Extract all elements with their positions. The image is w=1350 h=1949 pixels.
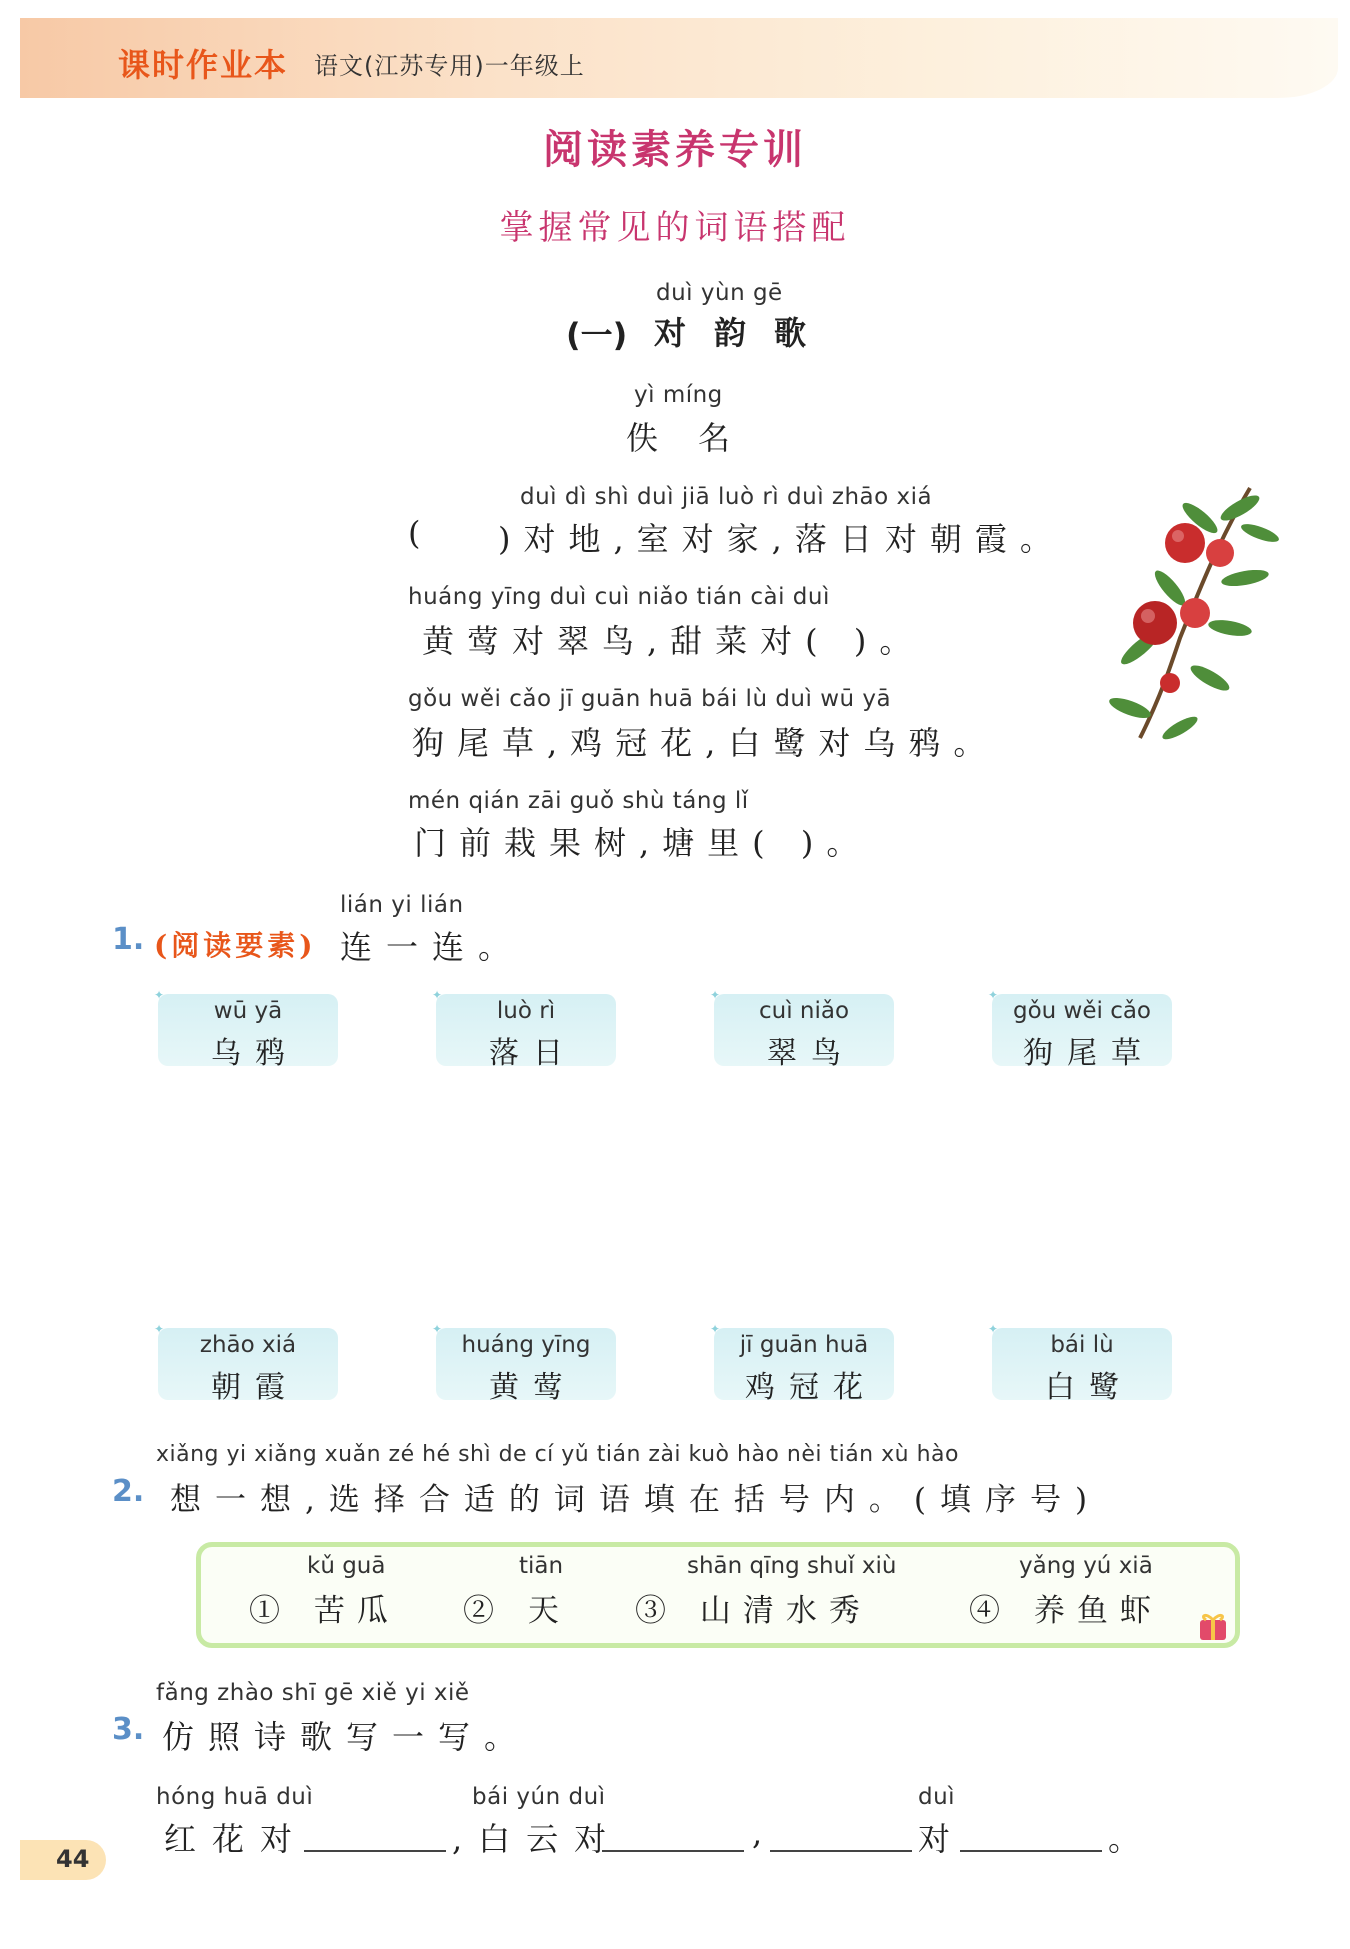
poem-line-3-text: 狗尾草,鸡冠花,白鹭对乌鸦。 xyxy=(412,724,999,762)
match-word-bottom-2[interactable] xyxy=(432,1322,616,1405)
answer-blank-4[interactable] xyxy=(960,1820,1102,1852)
page-title: 阅读素养专训 xyxy=(543,127,807,173)
q3-comma: , xyxy=(752,1814,763,1852)
match-word-bottom-1[interactable] xyxy=(154,1322,338,1405)
option-2-pinyin: tiān xyxy=(519,1553,564,1579)
sparkle-icon: ✦ xyxy=(710,988,721,1002)
q2-instruction: 想一想,选择合适的词语填在括号内。(填序号) xyxy=(170,1482,1102,1518)
q1-pinyin: lián yi lián xyxy=(340,892,464,918)
option-3-pinyin: shān qīng shuǐ xiù xyxy=(687,1553,897,1579)
match-word-text: 黄莺 xyxy=(489,1370,577,1405)
match-word-text: 落日 xyxy=(489,1036,577,1071)
poem-line-1-text: )对地,室对家,落日对朝霞。 xyxy=(498,520,1065,558)
word-options-box xyxy=(196,1542,1240,1648)
q1-label: (阅读要素) xyxy=(154,929,317,962)
poem-line-1-open: ( xyxy=(408,514,423,552)
option-1-pinyin: kǔ guā xyxy=(307,1553,386,1579)
poem-line-1-pinyin: duì dì shì duì jiā luò rì duì zhāo xiá xyxy=(520,484,933,510)
poem-title-pinyin: duì yùn gē xyxy=(656,280,783,306)
sparkle-icon: ✦ xyxy=(154,988,165,1002)
match-word-top-1[interactable] xyxy=(154,988,338,1071)
pomegranate-illustration xyxy=(1100,478,1280,758)
poem-title-number: (一) xyxy=(566,316,628,354)
match-word-top-3[interactable] xyxy=(710,988,894,1071)
match-word-pinyin: luò rì xyxy=(496,998,556,1024)
option-4: ④ 养鱼虾 xyxy=(969,1593,1163,1629)
sparkle-icon: ✦ xyxy=(432,988,443,1002)
poem-line-2-pinyin: huáng yīng duì cuì niǎo tián cài duì xyxy=(408,584,830,610)
poem-line-4-pinyin: mén qián zāi guǒ shù táng lǐ xyxy=(408,788,749,814)
author-name: 佚名 xyxy=(626,419,771,457)
q2-number: 2. xyxy=(112,1474,145,1509)
sparkle-icon: ✦ xyxy=(432,1322,443,1336)
option-2: ② 天 xyxy=(463,1593,571,1629)
page-subtitle: 掌握常见的词语搭配 xyxy=(499,208,851,248)
poem-line-3-pinyin: gǒu wěi cǎo jī guān huā bái lù duì wū yā xyxy=(408,686,892,712)
option-1: ① 苦瓜 xyxy=(249,1593,400,1629)
match-word-pinyin: cuì niǎo xyxy=(758,998,850,1024)
match-word-pinyin: bái lù xyxy=(1050,1332,1114,1358)
answer-blank-3[interactable] xyxy=(770,1820,912,1852)
match-word-text: 鸡冠花 xyxy=(745,1370,877,1405)
match-word-pinyin: wū yā xyxy=(213,998,283,1024)
q3-item-c-pinyin: duì xyxy=(918,1784,956,1810)
match-word-top-4[interactable] xyxy=(988,988,1172,1071)
option-4-pinyin: yǎng yú xiā xyxy=(1019,1553,1153,1579)
sparkle-icon: ✦ xyxy=(988,988,999,1002)
sparkle-icon: ✦ xyxy=(710,1322,721,1336)
q3-pinyin: fǎng zhào shī gē xiě yi xiě xyxy=(156,1680,470,1706)
match-word-bottom-3[interactable] xyxy=(710,1322,894,1405)
q1-instruction: 连一连。 xyxy=(340,928,525,966)
match-word-text: 狗尾草 xyxy=(1023,1036,1155,1071)
match-word-bottom-4[interactable] xyxy=(988,1322,1172,1405)
match-word-text: 翠鸟 xyxy=(767,1036,855,1071)
q3-item-b-text: ,白云对 xyxy=(452,1820,623,1858)
q3-item-a-text: 红花对 xyxy=(164,1820,309,1858)
answer-blank-2[interactable] xyxy=(602,1820,744,1852)
match-word-pinyin: gǒu wěi cǎo xyxy=(1012,998,1152,1024)
poem-title: 对韵歌 xyxy=(654,314,835,352)
match-word-text: 白鹭 xyxy=(1045,1370,1133,1405)
brand-logo: 课时作业本 xyxy=(118,46,289,84)
match-word-top-2[interactable] xyxy=(432,988,616,1071)
q3-period: 。 xyxy=(1108,1820,1141,1858)
book-title: 语文(江苏专用)一年级上 xyxy=(314,52,585,80)
answer-blank-1[interactable] xyxy=(304,1820,446,1852)
q1-number: 1. xyxy=(112,922,145,957)
gift-icon xyxy=(1196,1610,1232,1644)
match-word-text: 朝霞 xyxy=(211,1370,299,1405)
q3-item-c-text: 对 xyxy=(918,1820,951,1858)
poem-line-4-text: 门前栽果树,塘里( )。 xyxy=(414,824,872,862)
match-word-pinyin: huáng yīng xyxy=(461,1332,591,1358)
q2-pinyin: xiǎng yi xiǎng xuǎn zé hé shì de cí yǔ tián zài kuò hào nèi tián xù hào xyxy=(156,1442,959,1467)
match-word-pinyin: jī guān huā xyxy=(739,1332,869,1358)
q3-item-b-pinyin: bái yún duì xyxy=(472,1784,606,1810)
option-3: ③ 山清水秀 xyxy=(635,1593,872,1629)
sparkle-icon: ✦ xyxy=(988,1322,999,1336)
match-word-pinyin: zhāo xiá xyxy=(199,1332,297,1358)
q3-item-a-pinyin: hóng huā duì xyxy=(156,1784,314,1810)
sparkle-icon: ✦ xyxy=(154,1322,165,1336)
q3-instruction: 仿照诗歌写一写。 xyxy=(162,1718,531,1756)
page-number: 44 xyxy=(56,1845,90,1873)
poem-line-2-text: 黄莺对翠鸟,甜菜对( )。 xyxy=(422,622,925,660)
q3-number: 3. xyxy=(112,1712,145,1747)
author-pinyin: yì míng xyxy=(634,382,723,408)
match-word-text: 乌鸦 xyxy=(211,1036,299,1071)
